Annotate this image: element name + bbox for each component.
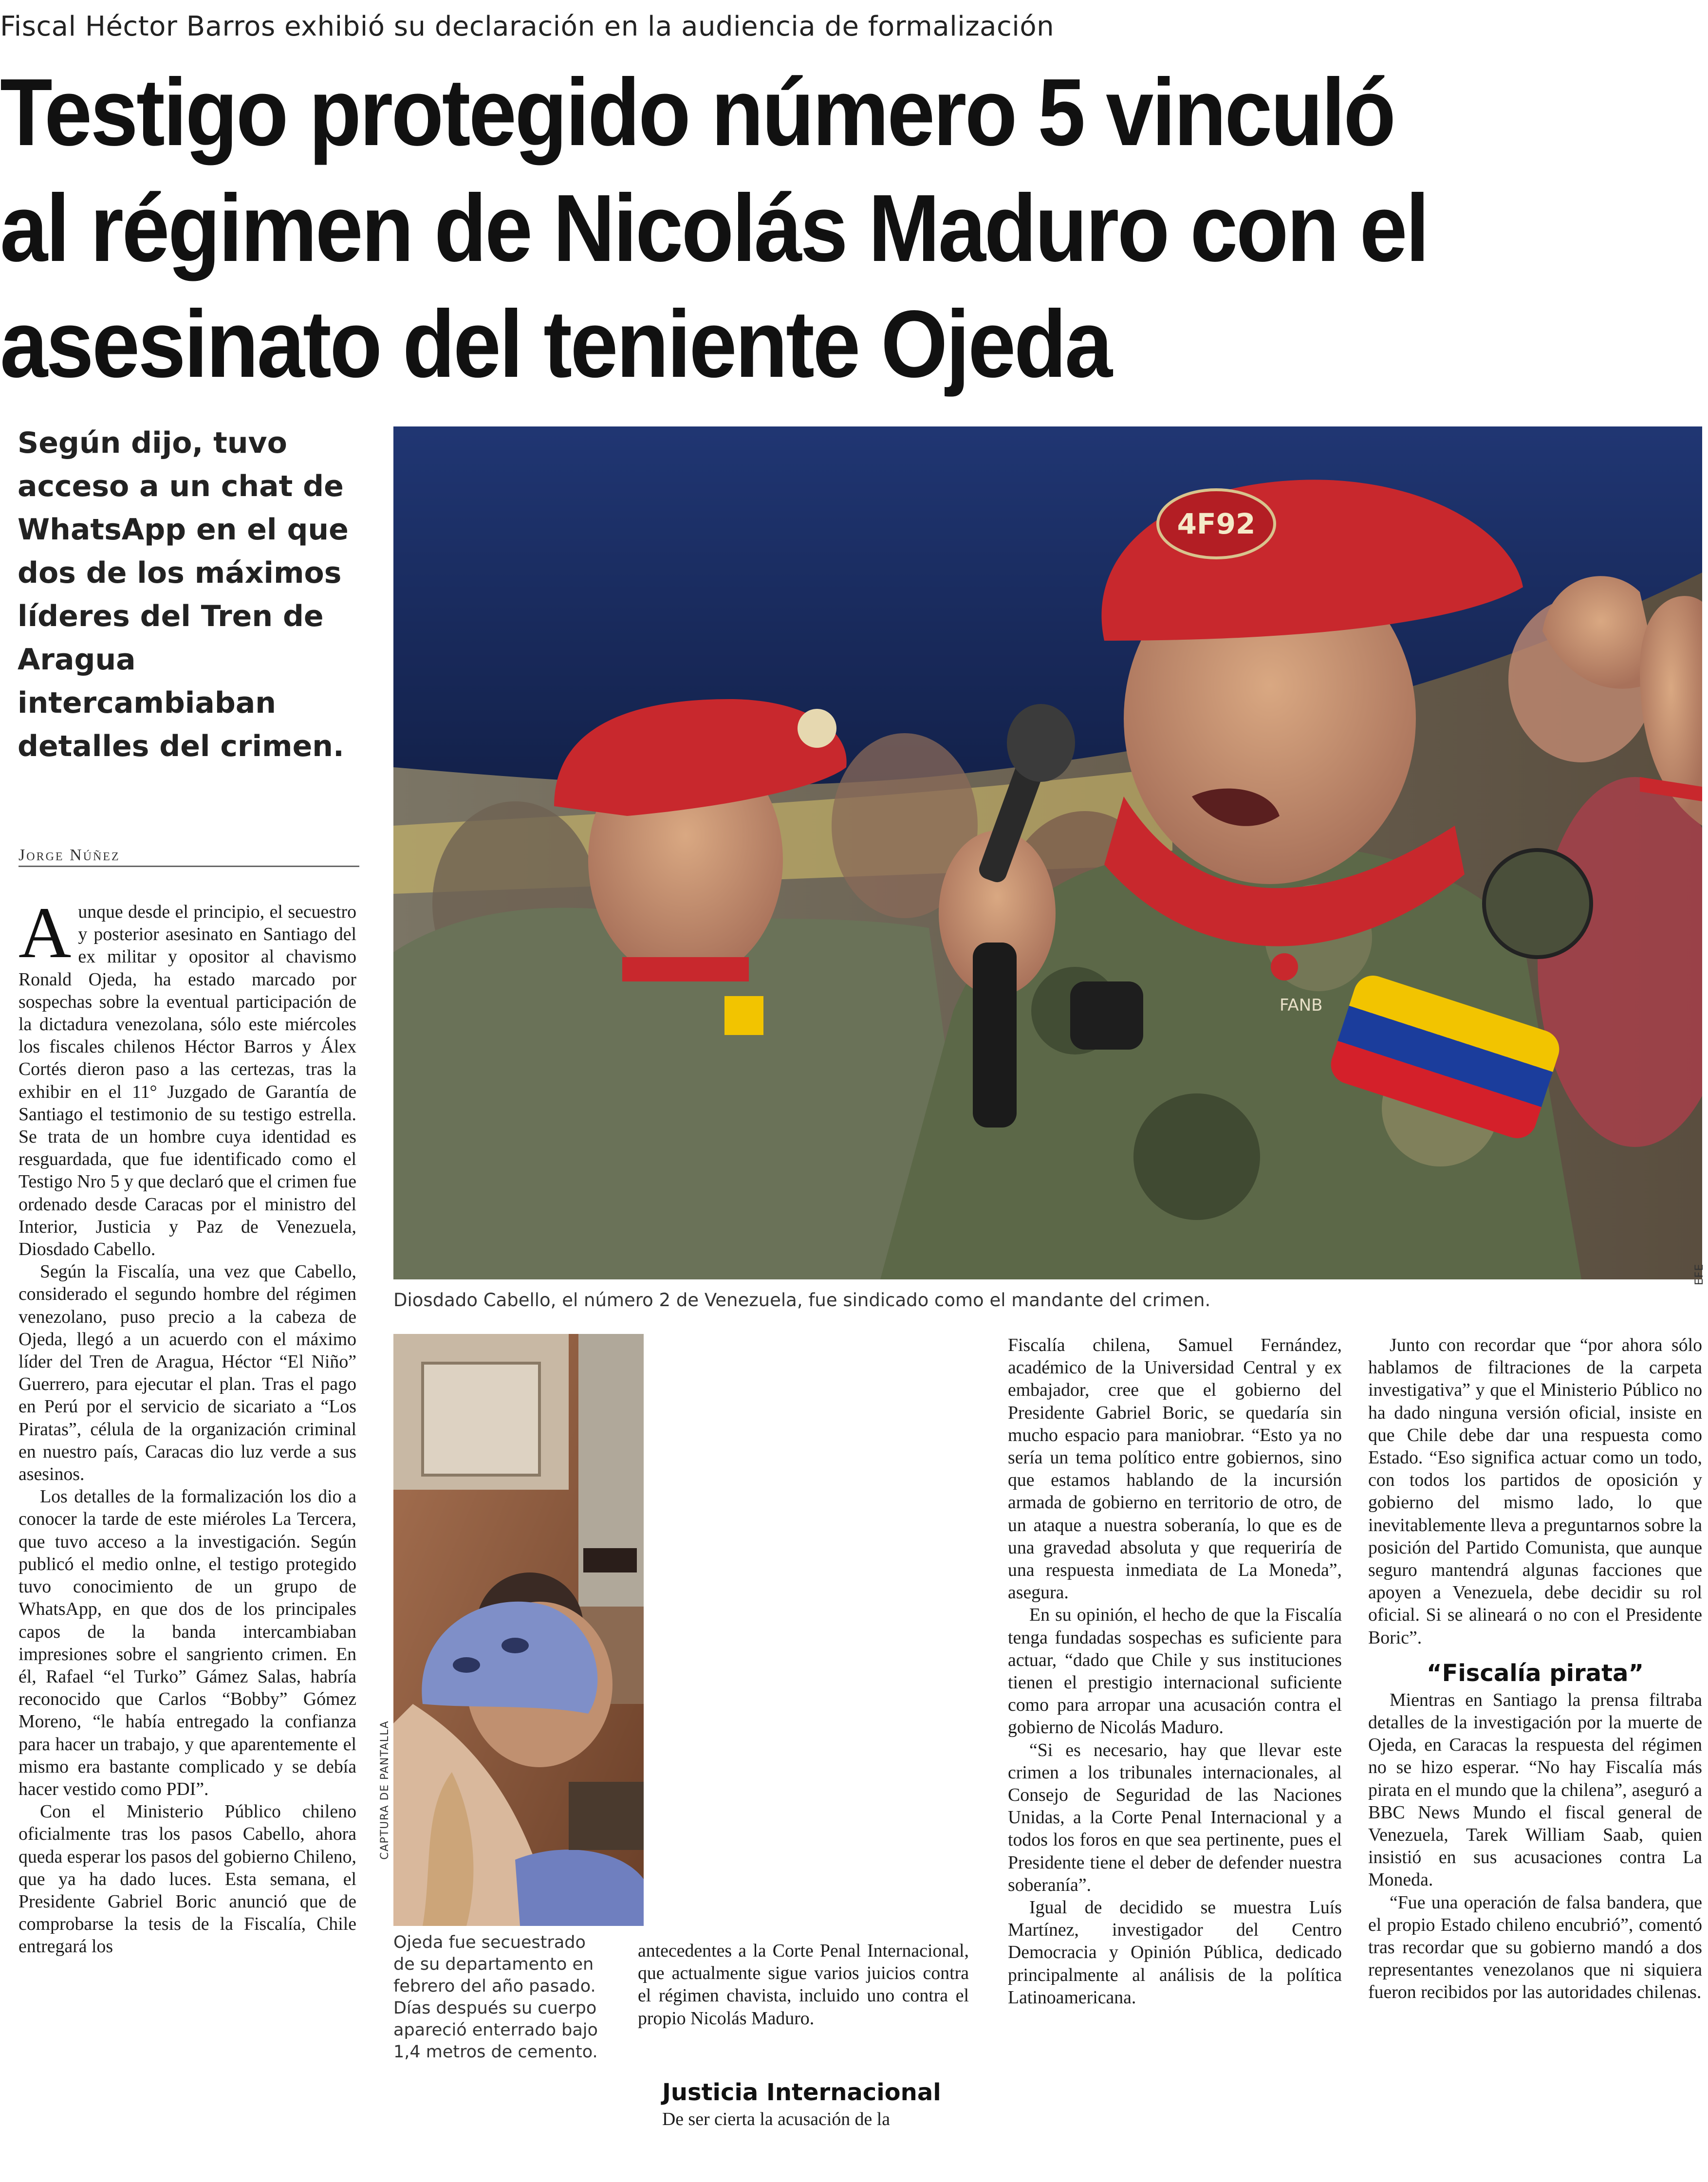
- main-photo-credit: EFE: [1693, 1263, 1706, 1285]
- main-photo: [393, 426, 1702, 1279]
- body-column-1: [19, 892, 356, 1958]
- col3-paragraph-2: En su opinión, el hecho de que la Fiscalía tenga fundadas sospechas es suficiente para actuar, “dado que Chile y sus instituciones tienen el prestigio internacional suficiente como para arropar una acusación contra el gobierno de Nicolás Maduro.: [1008, 1605, 1342, 1738]
- col4-paragraph-2: Mientras en Santiago la prensa filtraba detalles de la investigación por la muerte de Ojeda, en Caracas la respuesta del régimen no se hizo esperar. “No hay Fiscalía más pirata en el mundo que la chilena”, aseguró a BBC News Mundo el fiscal general de Venezuela, Tarek William Saab, quien insistió en sus acusaciones contra La Moneda.: [1368, 1689, 1702, 1890]
- beret-badge: 4F92: [1177, 507, 1256, 540]
- paragraph-1-text: unque desde el principio, el secuestro y posterior asesinato en Santiago del ex militar y opositor al chavismo Ronald Ojeda, ha estado marcado por sospechas sobre la eventual participación de la dictadura venezolana, sólo este miércoles los fiscales chilenos Héctor Barros y Álex Cortés dieron paso a las certezas, tras la exhibir en el 11° Juzgado de Garantía de Santiago el testimonio de su testigo estrella. Se trata de un hombre cuya identidad es resguardada, que fue identificado como el Testigo Nro 5 y que declaró que el crimen fue ordenado desde Caracas por el ministro del Interior, Justicia y Paz de Venezuela, Diosdado Cabello.: [19, 902, 356, 1260]
- paragraph-3: Los detalles de la formalización los dio a conocer la tarde de este miéroles La Tercera, que tuvo acceso a la investigación. Según publicó el medio onlne, el testigo protegido tuvo conocimiento de un grupo de WhatsApp, en que dos de los principales capos de la banda intercambiaban impresiones sobre el sangriento crimen. En él, Rafael “el Turko” Gámez Salas, habría reconocido que Carlos “Bobby” Gómez Moreno, “le había entregado la confianza para hacer un trabajo, y que aparentemente el mismo era bastante complicado y se debía hacer vestido como PDI”.: [19, 1486, 356, 1799]
- armband-label: FANB: [1280, 996, 1323, 1015]
- body-column-4: [1368, 1334, 1702, 2004]
- col3-paragraph-4: Igual de decidido se muestra Luís Martínez, investigador del Centro Democracia y Opinión Pública, dedicado principalmente al análisis de la política Latinoamericana.: [1008, 1897, 1342, 2008]
- paragraph-4: Con el Ministerio Público chileno oficialmente tras los pasos Cabello, ahora queda esperar los pasos del gobierno Chileno, que ya ha dado luces. Esta semana, el Presidente Gabriel Boric anunció que de comprobarse la tesis de la Fiscalía, Chile entregará los: [19, 1801, 356, 1957]
- col3-paragraph-1: Fiscalía chilena, Samuel Fernández, académico de la Universidad Central y ex embajador, cree que el gobierno del Presidente Gabriel Boric, se quedaría sin mucho espacio para maniobrar. “Esto ya no sería un tema político entre gobiernos, sino que estamos hablando de la incursión armada de gobierno en territorio de otro, de un ataque a nuestra soberanía, lo que es de una gravedad absoluta y que requeriría de una respuesta inmediata de La Moneda”, asegura.: [1008, 1335, 1342, 1603]
- column-2-justicia: De ser cierta la acusación de la: [662, 2109, 890, 2129]
- wristwatch: [1070, 981, 1143, 1050]
- body-column-3: [1008, 1334, 1342, 2009]
- byline-rule: [19, 866, 359, 867]
- deck: Según dijo, tuvo acceso a un chat de WhatsApp en el que dos de los máximos líderes del Tren de Aragua intercambiaban detalles del crimen.: [18, 426, 349, 763]
- cctv-photo: [393, 1334, 644, 1926]
- main-photo-caption: Diosdado Cabello, el número 2 de Venezuela, fue sindicado como el mandante del crimen.: [393, 1290, 1211, 1311]
- headline-line-3: asesinato del teniente Ojeda: [0, 291, 1111, 397]
- headline-line-1: Testigo protegido número 5 vinculó: [0, 59, 1394, 166]
- subhead-fiscalia-pirata: “Fiscalía pirata”: [1427, 1659, 1644, 1687]
- cctv-photo-credit: CAPTURA DE PANTALLA: [379, 1720, 391, 1860]
- body-column-2: [638, 1940, 969, 2030]
- col4-paragraph-1: Junto con recordar que “por ahora sólo hablamos de filtraciones de la carpeta investigativa” y que el Ministerio Público no ha dado ninguna versión oficial, insiste en que Chile debe dar una respuesta como Estado. “Eso significa actuar como un todo, con todos los partidos de oposición y gobierno del mismo lado, lo que inevitablemente lleva a preguntarnos sobre la posición del Partido Comunista, que aunque seguro mantendrá algunas facciones que apoyen a Venezuela, debe decidir su rol oficial. Si se alineará o no con el Presidente Boric”.: [1368, 1335, 1702, 1648]
- headline-line-2: al régimen de Nicolás Maduro con el: [0, 175, 1428, 281]
- byline-name: Jorge Núñez: [19, 846, 120, 864]
- cctv-photo-illustration: [393, 1334, 644, 1926]
- headline: [0, 55, 1529, 402]
- col3-paragraph-3: “Si es necesario, hay que llevar este crimen a los tribunales internacionales, al Consejo de Seguridad de las Naciones Unidas, a la Corte Penal Internacional y a todos los foros en que sea pertinente, pues el Presidente tiene el deber de defender nuestra soberanía”.: [1008, 1739, 1342, 1895]
- col4-paragraph-3: “Fue una operación de falsa bandera, que el propio Estado chileno encubrió”, comentó tras recordar que su gobierno mandó a dos representantes venezolanos que ni siquiera fueron recibidos por las autoridades chilenas.: [1368, 1892, 1702, 2003]
- byline: [19, 846, 120, 865]
- subhead-justicia: Justicia Internacional: [662, 2079, 941, 2106]
- dropcap: A: [19, 892, 72, 973]
- body-column-2b: [662, 2108, 971, 2130]
- main-photo-illustration: [393, 426, 1702, 1279]
- column-2-tail: antecedentes a la Corte Penal Internacional, que actualmente sigue varios juicios contra el régimen chavista, incluido uno contra el propio Nicolás Maduro.: [638, 1941, 969, 2029]
- paragraph-1: [19, 892, 356, 1260]
- kicker: Fiscal Héctor Barros exhibió su declaración en la audiencia de formalización: [0, 11, 1055, 42]
- cctv-photo-caption: Ojeda fue secuestrado de su departamento en febrero del año pasado. Días después su cuerpo apareció enterrado bajo 1,4 metros de cemento.: [393, 1933, 598, 2062]
- paragraph-2: Según la Fiscalía, una vez que Cabello, considerado el segundo hombre del régimen venezolano, puso precio a la cabeza de Ojeda, llegó a un acuerdo con el máximo líder del Tren de Aragua, Héctor “El Niño” Guerrero, para ejecutar el plan. Tras el pago en Perú por el servicio de sicariato a “Los Piratas”, célula de la organización criminal en nuestro país, Caracas dio luz verde a sus asesinos.: [19, 1261, 356, 1485]
